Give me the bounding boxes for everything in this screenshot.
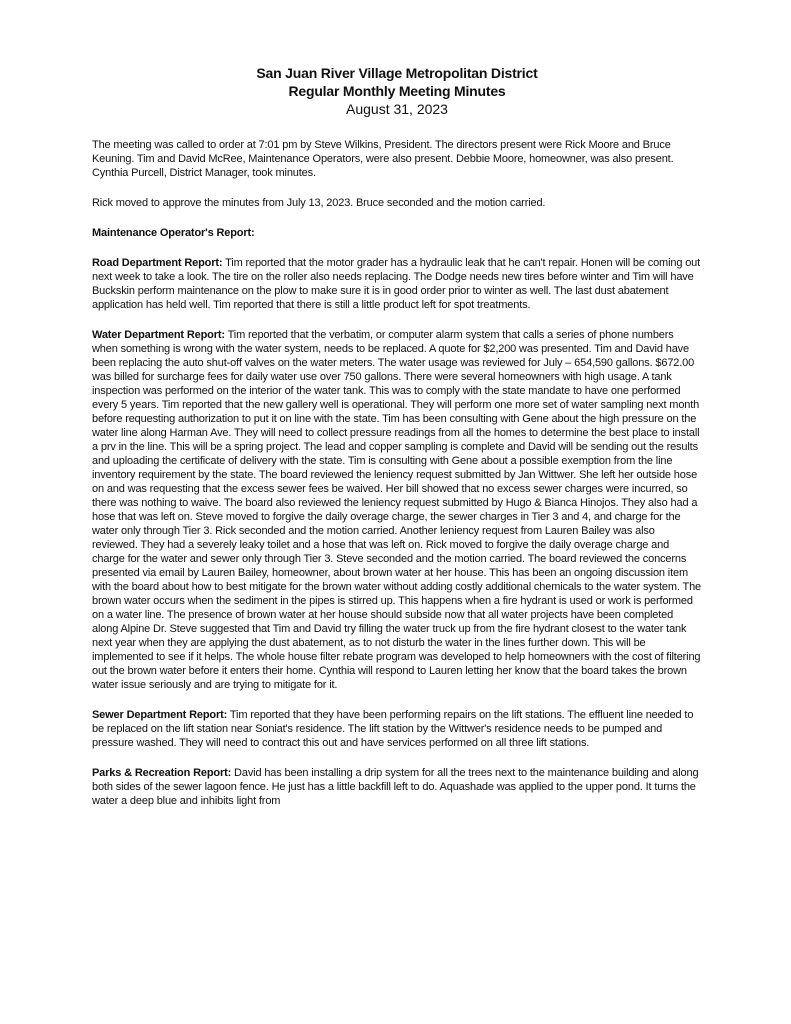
document-title: Regular Monthly Meeting Minutes: [288, 83, 506, 99]
sewer-department-section: [92, 708, 702, 750]
district-name: San Juan River Village Metropolitan District: [256, 65, 538, 81]
water-department-section: [92, 328, 702, 692]
maintenance-report-heading: Maintenance Operator's Report:: [92, 227, 255, 239]
parks-recreation-text: David has been installing a drip system for all the trees next to the maintenance building and along both sides of the sewer lagoon fence. He just has a little backfill left to do. Aquashade was applied to the upper pond. It turns the water a deep blue and inhibits light from: [92, 767, 699, 807]
road-department-label: Road Department Report:: [92, 257, 223, 269]
road-department-section: [92, 256, 702, 312]
sewer-department-text: Tim reported that they have been performing repairs on the lift stations. The effluent line needed to be replaced on the lift station near Soniat's residence. The lift station by the Wittwer's residence needs to be pumped and pressure washed. They will need to contract this out and have services performed on all three lift stations.: [92, 709, 694, 749]
call-to-order-paragraph: The meeting was called to order at 7:01 pm by Steve Wilkins, President. The directors present were Rick Moore and Bruce Keuning. Tim and David McRee, Maintenance Operators, were also present. Debbie Moore, homeowner, was also present. Cynthia Purcell, District Manager, took minutes.: [92, 139, 674, 179]
meeting-date: August 31, 2023: [346, 101, 448, 117]
sewer-department-label: Sewer Department Report:: [92, 709, 228, 721]
water-department-label: Water Department Report:: [92, 329, 225, 341]
parks-recreation-section: [92, 766, 702, 808]
parks-recreation-label: Parks & Recreation Report:: [92, 767, 232, 779]
minutes-approval-paragraph: Rick moved to approve the minutes from July 13, 2023. Bruce seconded and the motion carried.: [92, 197, 546, 209]
document-page: [92, 64, 702, 1024]
document-header: [92, 64, 702, 118]
water-department-text: Tim reported that the verbatim, or computer alarm system that calls a series of phone numbers when something is wrong with the water system, needs to be replaced. A quote for $2,200 was presented. Tim and David have been replacing the auto shut-off valves on the water meters. The water usage was reviewed for July – 654,590 gallons. $672.00 was billed for surcharge fees for daily water use over 750 gallons. There were several homeowners with high usage. A tank inspection was performed on the interior of the water tank. This was to comply with the state mandate to have one performed every 5 years. Tim reported that the new gallery well is operational. They will perform one more set of water sampling next month before requesting authorization to put it on line with the state. Tim has been consulting with Gene about the high pressure on the water line along Harman Ave. They will need to collect pressure readings from all the homes to determine the best place to install a prv in the line. This will be a spring project. The lead and copper sampling is complete and David will be sending out the results and uploading the certificate of delivery with the state. Tim is consulting with Gene about a possible exemption from the line inventory requirement by the state. The board reviewed the leniency request submitted by Jan Wittwer. She left her outside hose on and was requesting that the excess sewer fees be waived. Her bill showed that no excess sewer charges were incurred, so there was nothing to waive. The board also reviewed the leniency request submitted by Hugo & Bianca Hinojos. They also had a hose that was left on. Steve moved to forgive the daily overage charge, the sewer charges in Tier 3 and 4, and charge for the water only through Tier 3. Rick seconded and the motion carried. Another leniency request from Lauren Bailey was also reviewed. They had a severely leaky toilet and a hose that was left on. Rick moved to forgive the daily overage charge and charge for the water and sewer only through Tier 3. Steve seconded and the motion carried. The board reviewed the concerns presented via email by Lauren Bailey, homeowner, about brown water at her house. This has been an ongoing discussion item with the board about how to best mitigate for the brown water without adding costly additional chemicals to the water system. The brown water occurs when the sediment in the pipes is stirred up. This happens when a fire hydrant is used or work is performed on a water line. The presence of brown water at her house should subside now that all water projects have been completed along Alpine Dr. Steve suggested that Tim and David try filling the water truck up from the fire hydrant closest to the water tank next year when they are applying the dust abatement, as to not disturb the water in the lines further down. This will be implemented to see if it helps. The whole house filter rebate program was developed to help homeowners with the cost of filtering out the brown water before it enters their home. Cynthia will respond to Lauren letting her know that the board takes the brown water issue seriously and are trying to mitigate for it.: [92, 329, 702, 691]
road-department-text: Tim reported that the motor grader has a hydraulic leak that he can't repair. Honen will be coming out next week to take a look. The tire on the roller also needs replacing. The Dodge needs new tires before winter and Tim will have Buckskin perform maintenance on the plow to make sure it is in good order prior to winter as well. The last dust abatement application has held well. Tim reported that there is still a little product left for spot treatments.: [92, 257, 701, 311]
